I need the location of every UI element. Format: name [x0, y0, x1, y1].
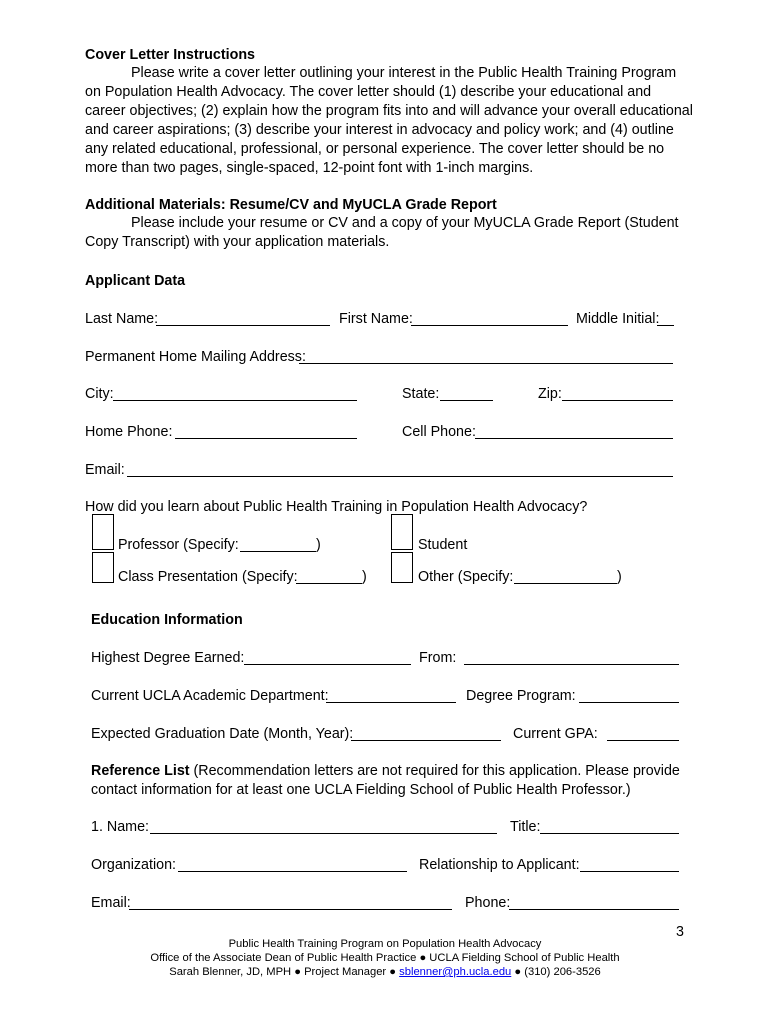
gpa-field[interactable]: [607, 740, 679, 741]
state-label: State:: [402, 386, 440, 402]
reference-name-field[interactable]: [150, 833, 497, 834]
last-name-label: Last Name:: [85, 311, 159, 327]
reference-list-intro: [91, 762, 691, 800]
other-specify-field[interactable]: [514, 583, 617, 584]
reference-title-label: Title:: [510, 819, 541, 835]
middle-initial-label: Middle Initial:: [576, 311, 660, 327]
reference-name-label: 1. Name:: [91, 819, 150, 835]
professor-checkbox[interactable]: [92, 514, 114, 550]
other-label: Other (Specify:: [418, 569, 514, 585]
reference-list-note: (Recommendation letters are not required for this application. Please provide contact information for at least one UCLA Fielding School of Public Health Professor.): [91, 763, 680, 798]
student-label: Student: [418, 537, 468, 553]
city-field[interactable]: [113, 400, 357, 401]
other-close-paren: ): [617, 569, 622, 585]
reference-list-heading: Reference List: [91, 763, 190, 779]
address-label: Permanent Home Mailing Address:: [85, 349, 306, 365]
zip-label: Zip:: [538, 386, 562, 402]
reference-organization-field[interactable]: [178, 871, 407, 872]
cover-letter-heading: Cover Letter Instructions: [85, 47, 256, 63]
home-phone-label: Home Phone:: [85, 424, 173, 440]
additional-materials-instructions: Please include your resume or CV and a copy of your MyUCLA Grade Report (Student Copy Transcript) with your application materials.: [85, 215, 679, 250]
reference-phone-field[interactable]: [509, 909, 679, 910]
professor-label: Professor (Specify:: [118, 537, 239, 553]
first-name-field[interactable]: [411, 325, 568, 326]
highest-degree-field[interactable]: [244, 664, 411, 665]
middle-initial-field[interactable]: [657, 325, 674, 326]
last-name-field[interactable]: [156, 325, 330, 326]
highest-degree-label: Highest Degree Earned:: [91, 650, 245, 666]
footer-email-link[interactable]: sblenner@ph.ucla.edu: [399, 966, 512, 978]
gpa-label: Current GPA:: [513, 726, 598, 742]
department-label: Current UCLA Academic Department:: [91, 688, 329, 704]
applicant-data-heading: Applicant Data: [85, 273, 186, 289]
degree-program-field[interactable]: [579, 702, 679, 703]
from-label: From:: [419, 650, 457, 666]
reference-title-field[interactable]: [540, 833, 679, 834]
footer-program-name: Public Health Training Program on Population Health Advocacy: [228, 938, 542, 950]
footer-contact-suffix: ● (310) 206-3526: [514, 966, 601, 978]
footer-contact-prefix: Sarah Blenner, JD, MPH ● Project Manager ●: [169, 966, 397, 978]
class-presentation-label: Class Presentation (Specify:: [118, 569, 298, 585]
address-field[interactable]: [299, 363, 673, 364]
home-phone-field[interactable]: [175, 438, 357, 439]
education-heading: Education Information: [91, 612, 243, 628]
class-presentation-checkbox[interactable]: [92, 552, 114, 583]
from-field[interactable]: [464, 664, 679, 665]
student-checkbox[interactable]: [391, 514, 413, 550]
reference-email-label: Email:: [91, 895, 131, 911]
email-label: Email:: [85, 462, 125, 478]
reference-email-field[interactable]: [129, 909, 452, 910]
cell-phone-label: Cell Phone:: [402, 424, 476, 440]
class-presentation-specify-field[interactable]: [296, 583, 362, 584]
reference-relationship-label: Relationship to Applicant:: [419, 857, 580, 873]
graduation-date-label: Expected Graduation Date (Month, Year):: [91, 726, 354, 742]
source-question: How did you learn about Public Health Training in Population Health Advocacy?: [85, 499, 588, 515]
cell-phone-field[interactable]: [475, 438, 673, 439]
state-field[interactable]: [440, 400, 493, 401]
email-field[interactable]: [127, 476, 673, 477]
degree-program-label: Degree Program:: [466, 688, 576, 704]
footer-contact: [0, 965, 770, 979]
reference-organization-label: Organization:: [91, 857, 177, 873]
first-name-label: First Name:: [339, 311, 413, 327]
footer-office: Office of the Associate Dean of Public Health Practice ● UCLA Fielding School of Public Health: [150, 952, 620, 964]
city-label: City:: [85, 386, 114, 402]
other-checkbox[interactable]: [391, 552, 413, 583]
professor-specify-field[interactable]: [240, 551, 316, 552]
class-presentation-close-paren: ): [362, 569, 367, 585]
reference-relationship-field[interactable]: [580, 871, 679, 872]
department-field[interactable]: [326, 702, 456, 703]
cover-letter-instructions: Please write a cover letter outlining your interest in the Public Health Training Program on Population Health Advocacy. The cover letter should (1) describe your educational and career objectives; (2) explain how the program fits into and will advance your overall educational and career aspirations; (3) describe your interest in advocacy and policy work; and (4) outline any related educational, professional, or personal experience. The cover letter should be no more than two pages, single-spaced, 12-point font with 1-inch margins.: [85, 65, 693, 176]
graduation-date-field[interactable]: [351, 740, 501, 741]
page-number: 3: [676, 924, 684, 940]
reference-phone-label: Phone:: [465, 895, 511, 911]
additional-materials-heading: Additional Materials: Resume/CV and MyUCLA Grade Report: [85, 197, 497, 213]
professor-close-paren: ): [316, 537, 321, 553]
zip-field[interactable]: [562, 400, 673, 401]
